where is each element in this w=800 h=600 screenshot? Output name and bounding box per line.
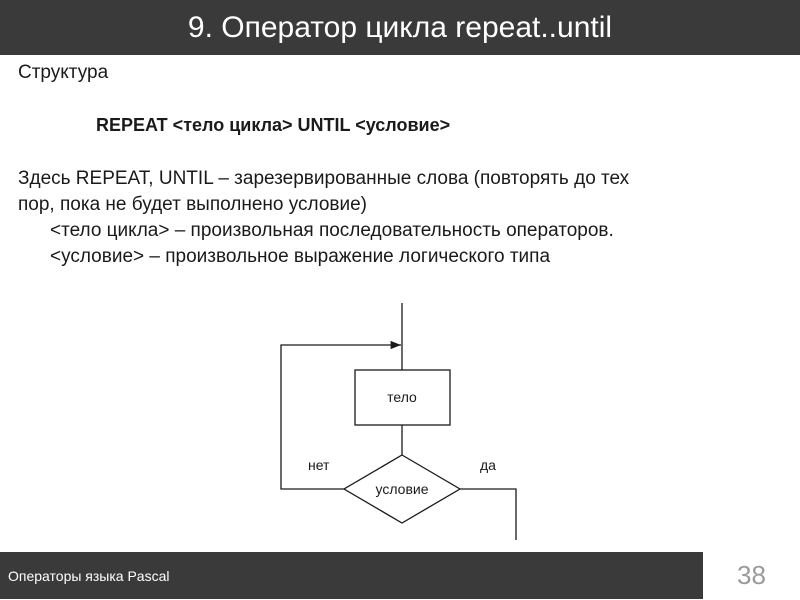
slide-title: 9. Оператор цикла repeat..until bbox=[187, 10, 613, 44]
syntax-line: REPEAT <тело цикла> UNTIL <условие> bbox=[96, 115, 451, 135]
body-note: <тело цикла> – произвольная последовательность операторов. bbox=[50, 220, 614, 241]
condition-block-label: условие bbox=[375, 481, 429, 497]
description-line-1: Здесь REPEAT, UNTIL – зарезервированные слова (повторять до тех bbox=[18, 168, 630, 189]
body-block-label: тело bbox=[387, 389, 417, 405]
exit-line bbox=[460, 489, 516, 540]
footer-course-title: Операторы языка Pascal bbox=[8, 567, 170, 584]
structure-label: Структура bbox=[18, 62, 109, 83]
yes-branch-label: да bbox=[480, 457, 496, 473]
description-line-2: пор, пока не будет выполнено условие) bbox=[18, 194, 368, 215]
footer-bar bbox=[0, 552, 703, 599]
condition-note: <условие> – произвольное выражение логического типа bbox=[50, 246, 551, 267]
no-branch-label: нет bbox=[308, 457, 330, 473]
page-number: 38 bbox=[737, 560, 766, 590]
